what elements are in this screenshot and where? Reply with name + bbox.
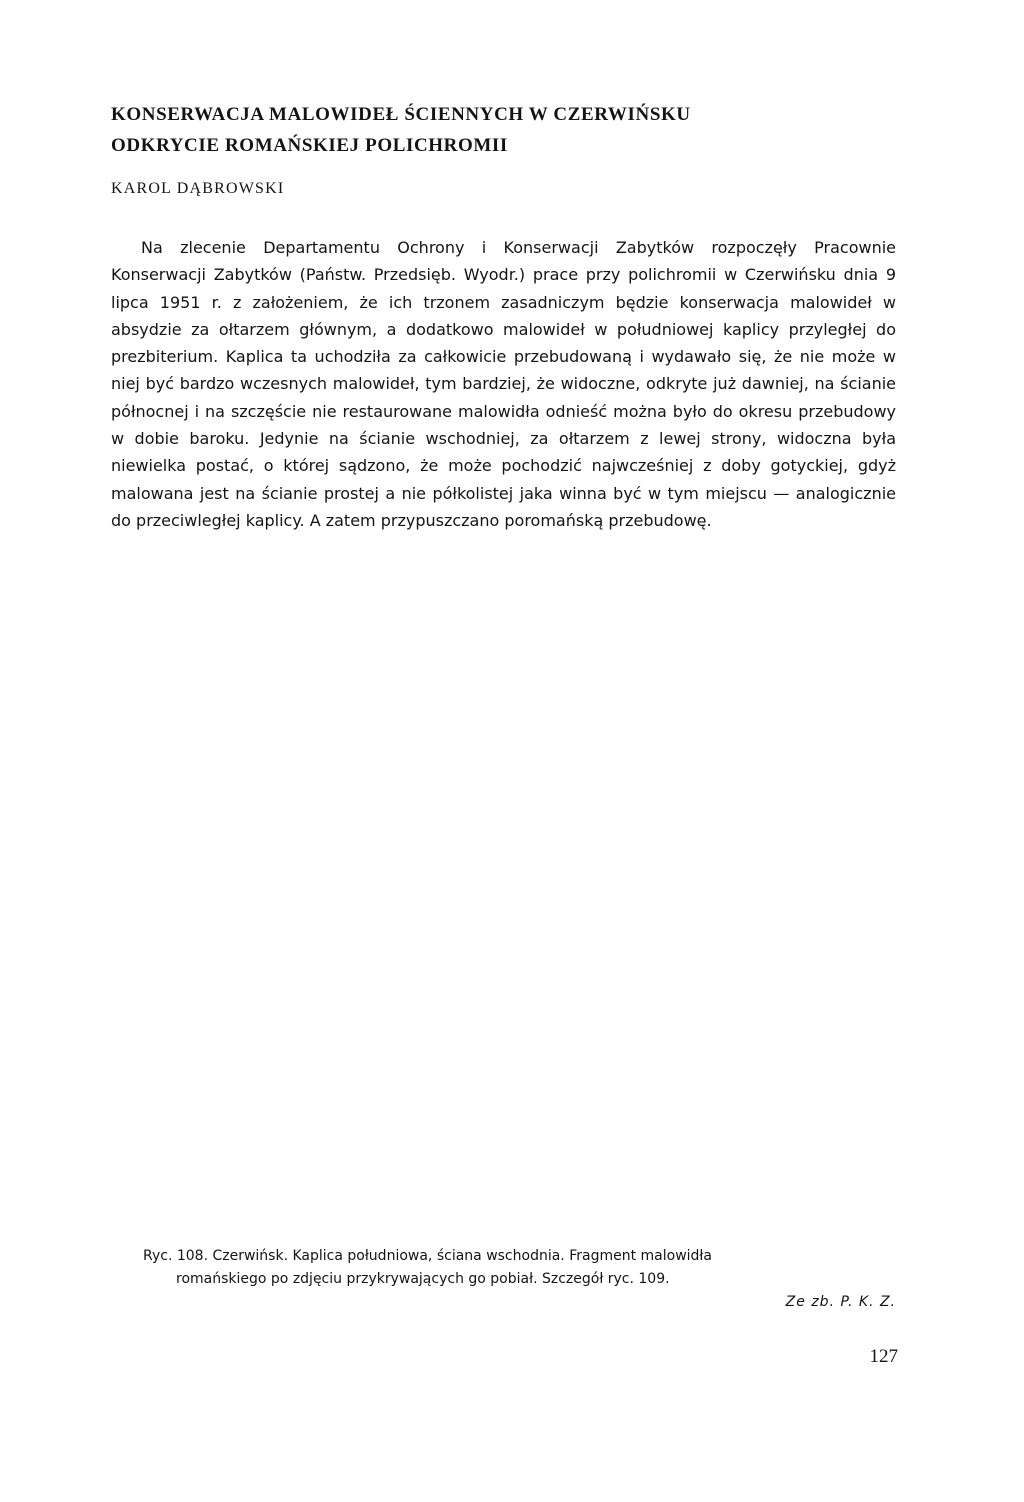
figure-caption-credit: Ze zb. P. K. Z. — [785, 1294, 896, 1310]
figure-caption-line-2: romańskiego po zdjęciu przykrywających go pobiał. Szczegół ryc. 109. — [176, 1271, 670, 1287]
article-title-line-2: ODKRYCIE ROMAŃSKIEJ POLICHROMII — [111, 135, 508, 156]
body-paragraph: Na zlecenie Departamentu Ochrony i Konserwacji Zabytków rozpoczęły Pracownie Konserwacji Zabytków (Państw. Przedsięb. Wyodr.) prace przy polichromii w Czerwińsku dnia 9 lipca 1951 r. z założeniem, że ich trzonem zasadniczym będzie konserwacja malowideł w absydzie za ołtarzem głównym, a dodatkowo malowideł w południowej kaplicy przyległej do prezbiterium. Kaplica ta uchodziła za całkowicie przebudowaną i wydawało się, że nie może w niej być bardzo wczesnych malowideł, tym bardziej, że widoczne, odkryte już dawniej, na ścianie północnej i na szczęście nie restaurowane malowidła odnieść można było do okresu przebudowy w dobie baroku. Jedynie na ścianie wschodniej, za ołtarzem z lewej strony, widoczna była niewielka postać, o której sądzono, że może pochodzić najwcześniej z doby gotyckiej, gdyż malowana jest na ścianie prostej a nie półkolistej jaka winna być w tym miejscu — analogicznie do przeciwległej kaplicy. A zatem przypuszczano poromańską przebudowę. — [111, 238, 896, 530]
figure-caption-line-1: Ryc. 108. Czerwińsk. Kaplica południowa, ściana wschodnia. Fragment malowidła — [143, 1248, 712, 1264]
article-author: KAROL DĄBROWSKI — [111, 180, 285, 197]
article-title-line-1: KONSERWACJA MALOWIDEŁ ŚCIENNYCH W CZERWIŃSKU — [111, 104, 691, 125]
page-number: 127 — [869, 1346, 898, 1367]
